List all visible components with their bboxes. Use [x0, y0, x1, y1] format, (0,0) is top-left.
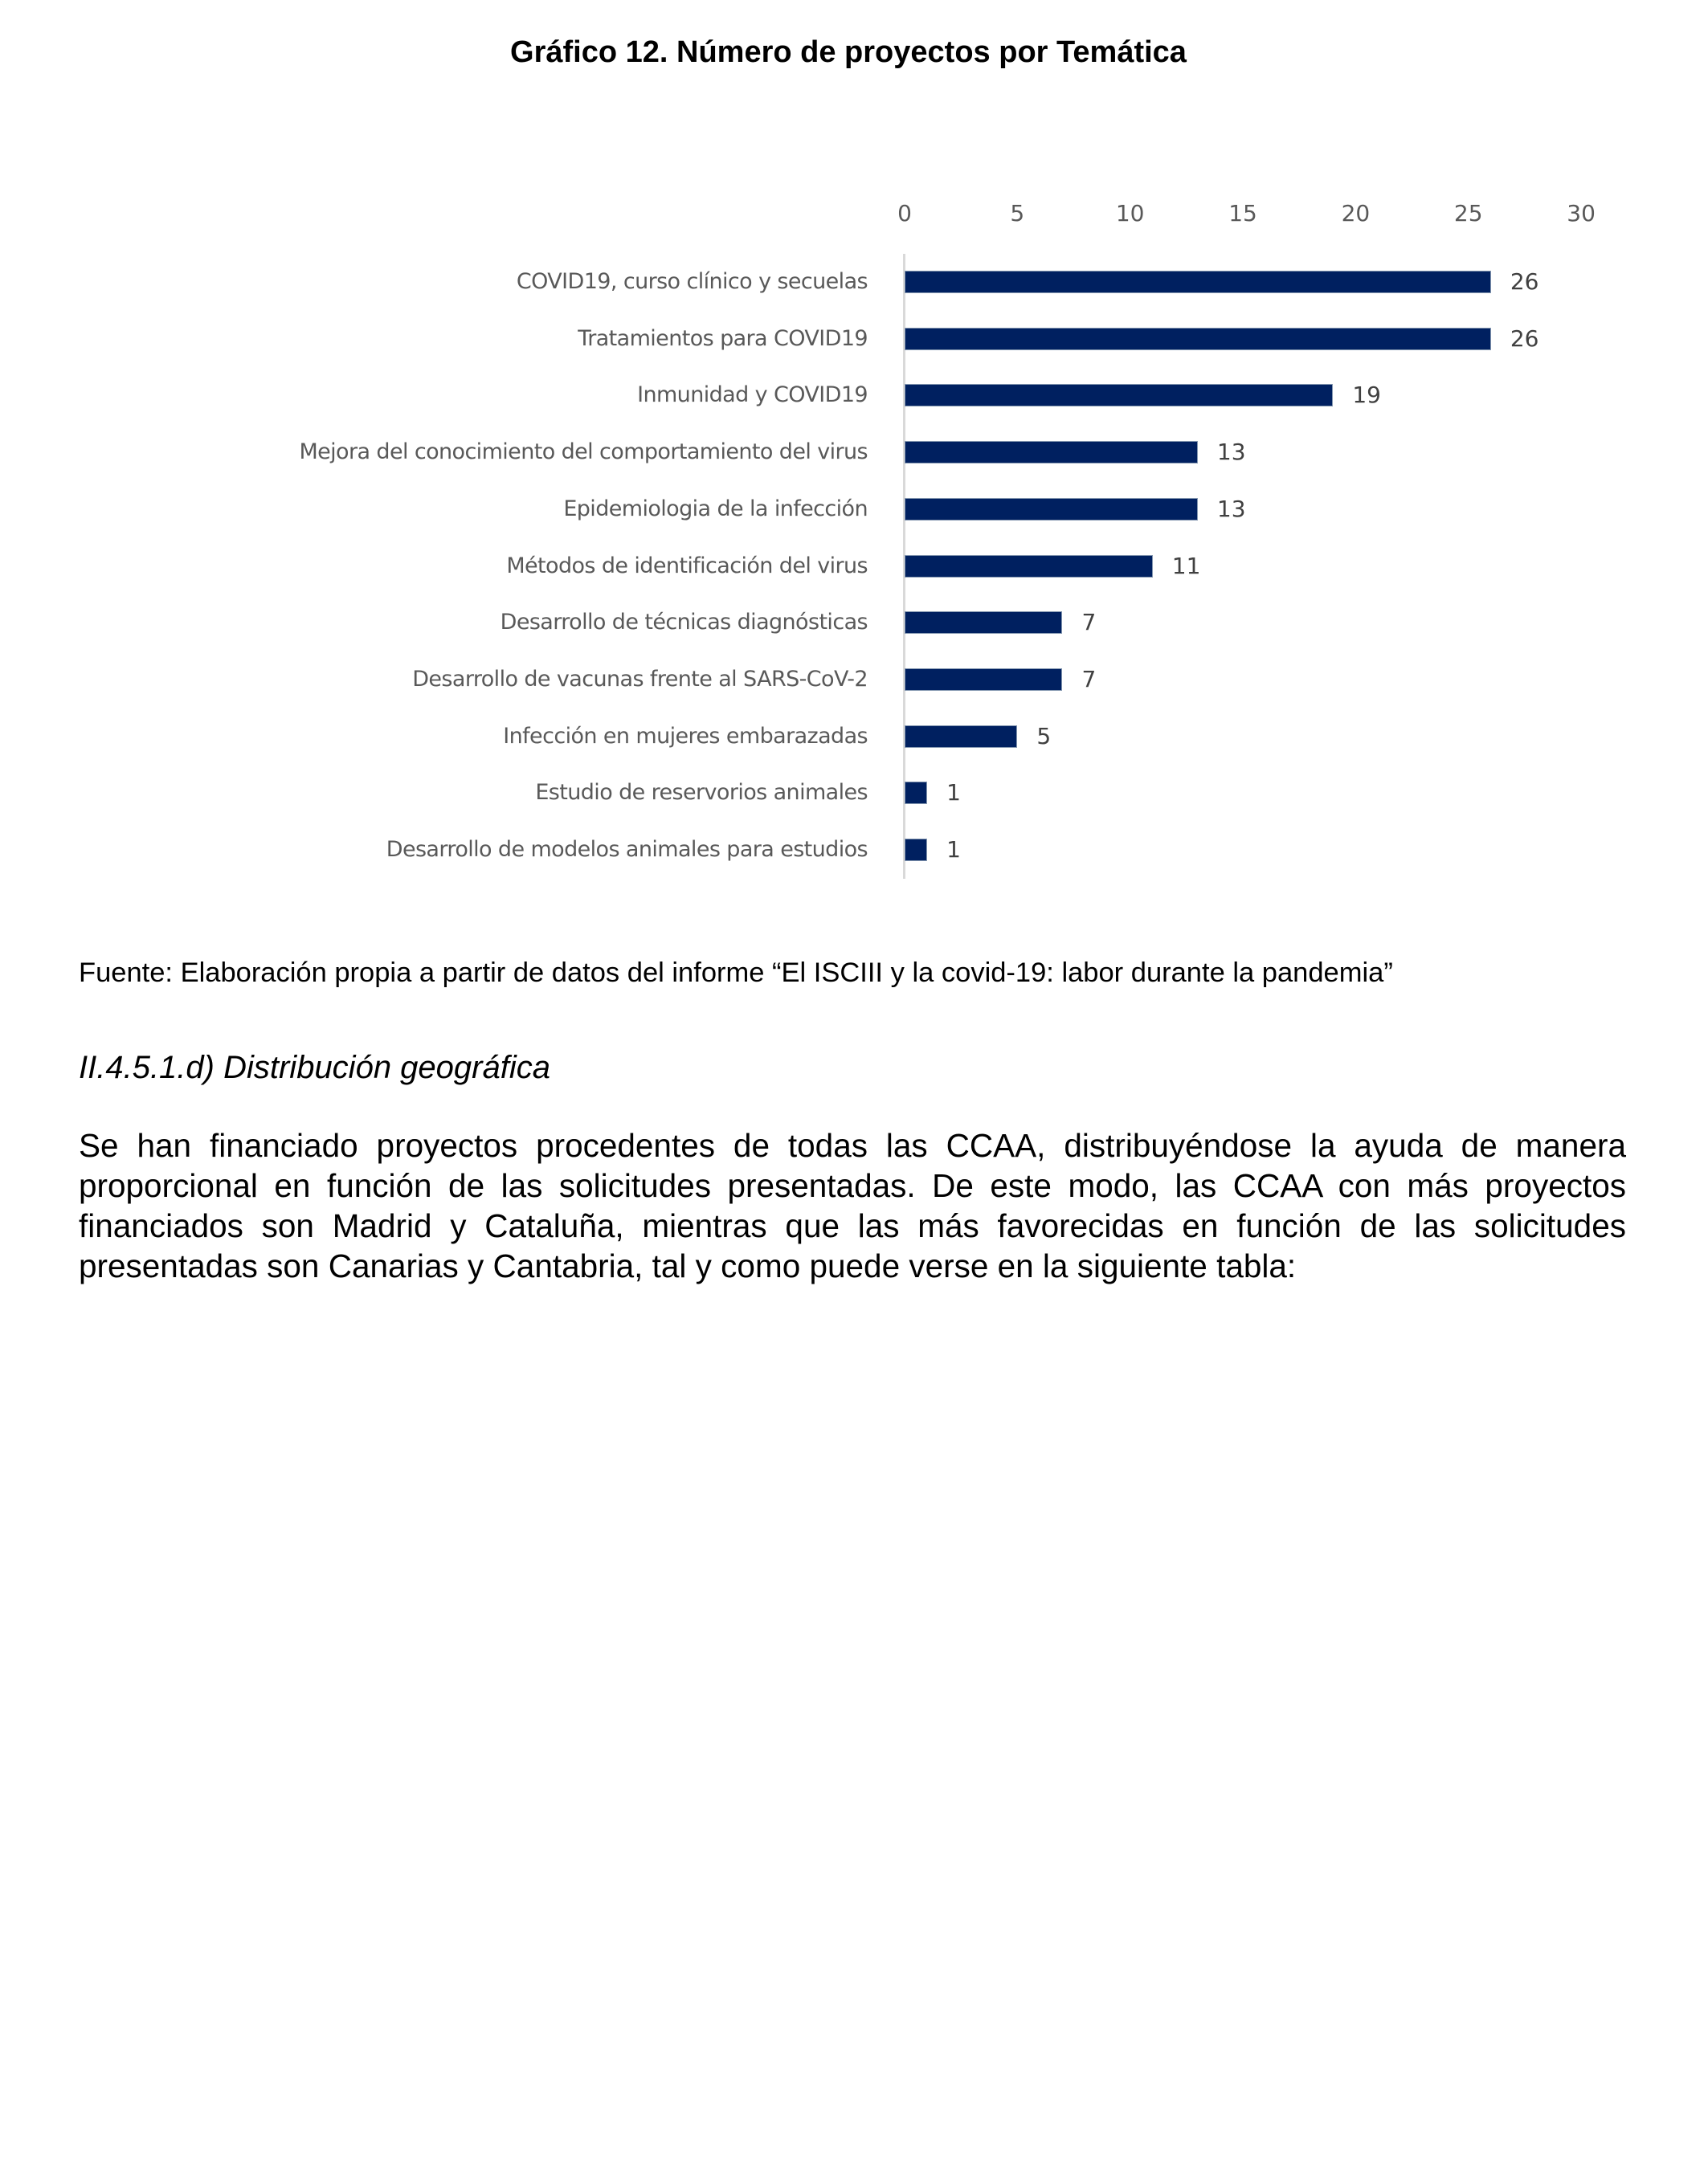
- category-label: COVID19, curso clínico y secuelas: [516, 269, 868, 294]
- bar: [905, 668, 1062, 691]
- bar-row: [0, 268, 1708, 295]
- x-tick-label: 20: [1341, 200, 1371, 227]
- bar: [905, 725, 1017, 748]
- x-tick-label: 15: [1228, 200, 1257, 227]
- paragraph-line: presentadas son Canarias y Cantabria, tal y como puede verse en la siguiente tabla:: [79, 1247, 1297, 1284]
- data-label: 5: [1036, 722, 1052, 749]
- data-label: 26: [1510, 268, 1539, 295]
- x-tick-label: 5: [1010, 200, 1025, 227]
- bar-row: [0, 439, 1708, 466]
- paragraph-line: proporcional en función de las solicitudes presentadas. De este modo, las CCAA con más proyectos: [79, 1167, 1626, 1204]
- category-label: Métodos de identificación del virus: [506, 553, 868, 578]
- paragraph-line: Se han financiado proyectos procedentes de todas las CCAA, distribuyéndose la ayuda de manera: [79, 1127, 1626, 1164]
- bar: [905, 839, 927, 861]
- bar-chart: [0, 0, 1708, 900]
- chart-title-text: Gráfico 12. Número de proyectos por Temática: [510, 35, 1187, 69]
- category-label: Inmunidad y COVID19: [637, 382, 868, 408]
- data-label: 19: [1352, 382, 1381, 409]
- category-label: Tratamientos para COVID19: [578, 325, 868, 351]
- data-label: 1: [946, 836, 961, 863]
- bar-row: [0, 382, 1708, 409]
- bar-row: [0, 552, 1708, 579]
- category-label: Epidemiologia de la infección: [563, 496, 868, 521]
- x-tick-label: 25: [1453, 200, 1483, 227]
- bar-row: [0, 665, 1708, 692]
- body-paragraph: [79, 1125, 1626, 1286]
- paragraph-line: financiados son Madrid y Cataluña, mientras que las más favorecidas en función de las solicitudes: [79, 1207, 1626, 1244]
- x-tick-label: 0: [897, 200, 912, 227]
- data-label: 11: [1171, 552, 1201, 579]
- x-tick-label: 30: [1567, 200, 1596, 227]
- data-label: 13: [1216, 495, 1246, 522]
- bar-row: [0, 325, 1708, 352]
- category-label: Infección en mujeres embarazadas: [503, 723, 868, 749]
- category-label: Desarrollo de modelos animales para estudios: [386, 837, 868, 862]
- bar-row: [0, 611, 1708, 634]
- data-label: 26: [1510, 325, 1539, 352]
- bar-row: [0, 779, 1708, 806]
- bar-row: [0, 836, 1708, 863]
- category-label: Estudio de reservorios animales: [535, 780, 868, 806]
- data-label: 13: [1216, 439, 1246, 466]
- bar: [905, 384, 1333, 406]
- category-label: Mejora del conocimiento del comportamiento del virus: [299, 439, 868, 465]
- category-label: Desarrollo de vacunas frente al SARS-CoV-2: [412, 666, 868, 692]
- data-label: 1: [946, 779, 961, 806]
- bar: [905, 498, 1198, 521]
- section-heading: II.4.5.1.d) Distribución geográfica: [79, 1050, 550, 1085]
- bar: [905, 328, 1491, 350]
- bar: [905, 271, 1491, 293]
- data-label: 7: [1081, 665, 1097, 692]
- bar: [905, 441, 1198, 463]
- bar: [905, 782, 927, 804]
- x-tick-label: 10: [1115, 200, 1145, 227]
- data-label: 7: [1081, 609, 1097, 636]
- chart-source-note: Fuente: Elaboración propia a partir de datos del informe “El ISCIII y la covid-19: labor durante la pandemia”: [79, 957, 1393, 988]
- bar-row: [0, 722, 1708, 749]
- bar: [905, 555, 1153, 578]
- bar-row: [0, 495, 1708, 522]
- category-label: Desarrollo de técnicas diagnósticas: [500, 610, 868, 635]
- bar: [905, 611, 1062, 634]
